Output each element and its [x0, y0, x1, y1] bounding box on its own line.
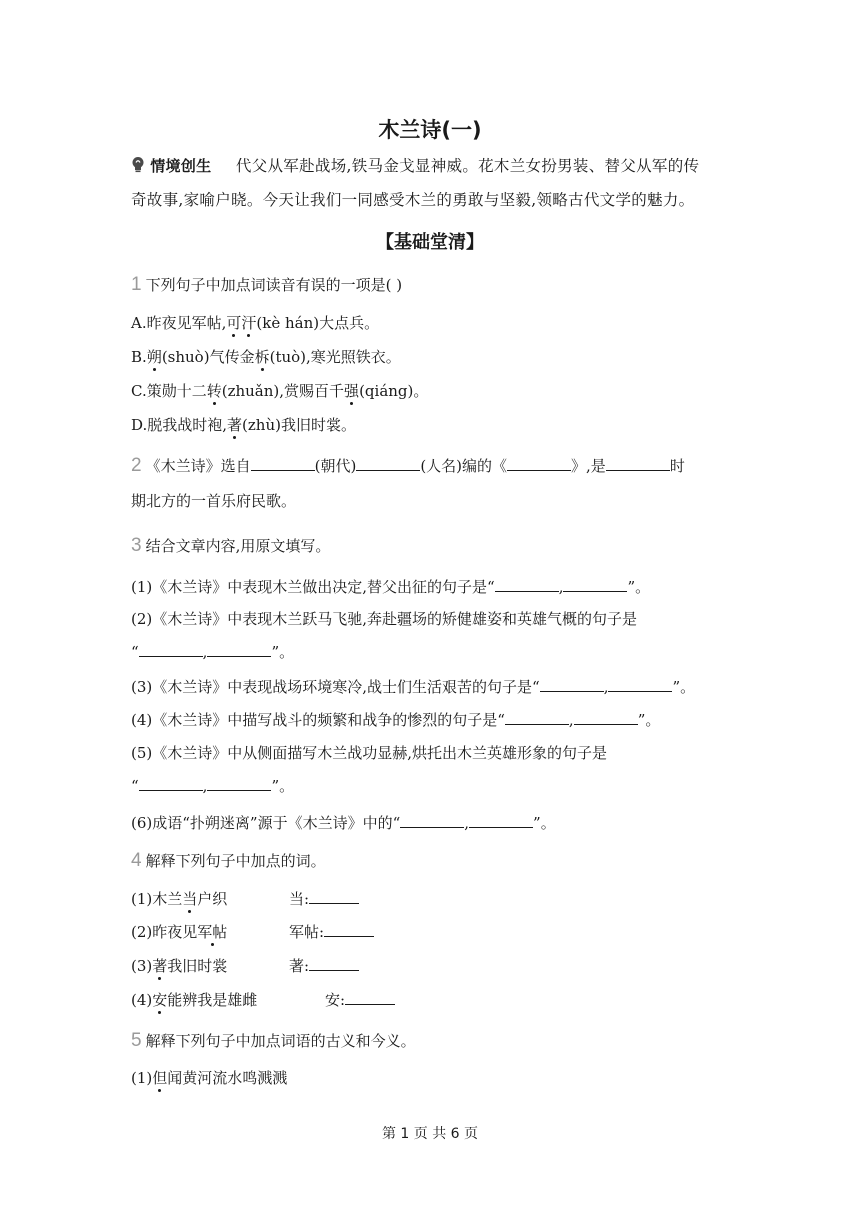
option-a: A.昨夜见军帖,可汗(kè hán)大点兵。: [131, 314, 380, 332]
question-4-item-1: (1)木兰当户织: [131, 890, 228, 908]
dotted-char: 柝: [254, 348, 270, 366]
answer-blank: [505, 712, 569, 725]
question-3-item-5-answer: “ , ”。: [131, 777, 295, 795]
question-4-answer-1: 当:: [289, 888, 359, 909]
dotted-char: 强: [344, 382, 360, 400]
question-3-item-6: (6)成语“扑朔迷离”源于《木兰诗》中的“ , ”。: [131, 814, 556, 832]
question-3-item-1: (1)《木兰诗》中表现木兰做出决定,替父出征的句子是“ , ”。: [131, 578, 651, 596]
question-number: 2: [131, 455, 142, 476]
option-c: C.策勋十二转(zhuǎn),赏赐百千强(qiáng)。: [131, 382, 429, 400]
question-2-stem: 2 《木兰诗》选自 (朝代) (人名)编的《 》,是 时: [131, 455, 685, 476]
intro-text-1: 代父从军赴战场,铁马金戈显神威。花木兰女扮男装、替父从军的传: [235, 157, 700, 175]
dotted-char: 朔: [146, 348, 162, 366]
answer-blank: [574, 712, 638, 725]
question-5-item-1: (1)但闻黄河流水鸣溅溅: [131, 1069, 288, 1087]
answer-blank: [251, 458, 315, 471]
question-4-answer-4: 安:: [325, 989, 395, 1010]
page-title: 木兰诗(一): [378, 118, 482, 142]
answer-blank: [540, 679, 604, 692]
question-number: 3: [131, 535, 142, 556]
question-4-stem: 4 解释下列句子中加点的词。: [131, 850, 326, 871]
question-4-item-2: (2)昨夜见军帖: [131, 923, 228, 941]
intro-line-1: [131, 154, 699, 178]
question-2-line-2: 期北方的一首乐府民歌。: [131, 492, 297, 510]
answer-blank: [507, 458, 571, 471]
answer-blank: [207, 778, 271, 791]
answer-blank: [309, 891, 359, 904]
dotted-char: 但: [152, 1069, 168, 1087]
answer-blank: [400, 815, 464, 828]
dotted-char: 转: [206, 382, 222, 400]
question-number: 4: [131, 850, 142, 871]
dotted-char: 军帖: [197, 923, 228, 941]
question-4-item-4: (4)安能辨我是雄雌: [131, 991, 258, 1009]
question-3-item-2: (2)《木兰诗》中表现木兰跃马飞驰,奔赴疆场的矫健雄姿和英雄气概的句子是: [131, 610, 638, 628]
answer-blank: [356, 458, 420, 471]
answer-blank: [345, 992, 395, 1005]
answer-blank: [309, 958, 359, 971]
option-d: D.脱我战时袍,著(zhù)我旧时裳。: [131, 416, 356, 434]
dotted-char: 著: [227, 416, 243, 434]
answer-blank: [606, 458, 670, 471]
answer-blank: [139, 778, 203, 791]
option-b: B.朔(shuò)气传金柝(tuò),寒光照铁衣。: [131, 348, 401, 366]
question-4-answer-2: 军帖:: [289, 921, 374, 942]
answer-blank: [495, 579, 559, 592]
intro-text-2: 奇故事,家喻户晓。今天让我们一同感受木兰的勇敢与坚毅,领略古代文学的魅力。: [131, 191, 695, 209]
question-1-stem: 1 下列句子中加点词读音有误的一项是( ): [131, 274, 403, 295]
page-footer: 第 1 页 共 6 页: [381, 1126, 479, 1142]
question-3-item-2-answer: “ , ”。: [131, 643, 295, 661]
question-4-answer-3: 著:: [289, 955, 359, 976]
answer-blank: [324, 924, 374, 937]
question-3-item-3: (3)《木兰诗》中表现战场环境寒冷,战士们生活艰苦的句子是“ , ”。: [131, 678, 696, 696]
dotted-char: 安: [152, 991, 168, 1009]
question-5-stem: 5 解释下列句子中加点词语的古义和今义。: [131, 1030, 416, 1051]
lightbulb-icon: [131, 156, 145, 178]
dotted-char: 汗: [241, 314, 257, 332]
answer-blank: [608, 679, 672, 692]
answer-blank: [563, 579, 627, 592]
question-3-item-4: (4)《木兰诗》中描写战斗的频繁和战争的惨烈的句子是“ , ”。: [131, 711, 661, 729]
question-3-item-5: (5)《木兰诗》中从侧面描写木兰战功显赫,烘托出木兰英雄形象的句子是: [131, 744, 608, 762]
intro-tag: 情境创生: [150, 157, 212, 175]
answer-blank: [469, 815, 533, 828]
question-3-stem: 3 结合文章内容,用原文填写。: [131, 535, 331, 556]
answer-blank: [139, 644, 203, 657]
dotted-char: 著: [152, 957, 168, 975]
section-title: 【基础堂清】: [376, 232, 484, 253]
question-4-item-3: (3)著我旧时裳: [131, 957, 228, 975]
answer-blank: [207, 644, 271, 657]
dotted-char: 可: [226, 314, 242, 332]
question-number: 1: [131, 274, 142, 295]
question-number: 5: [131, 1030, 142, 1051]
dotted-char: 当: [182, 890, 198, 908]
